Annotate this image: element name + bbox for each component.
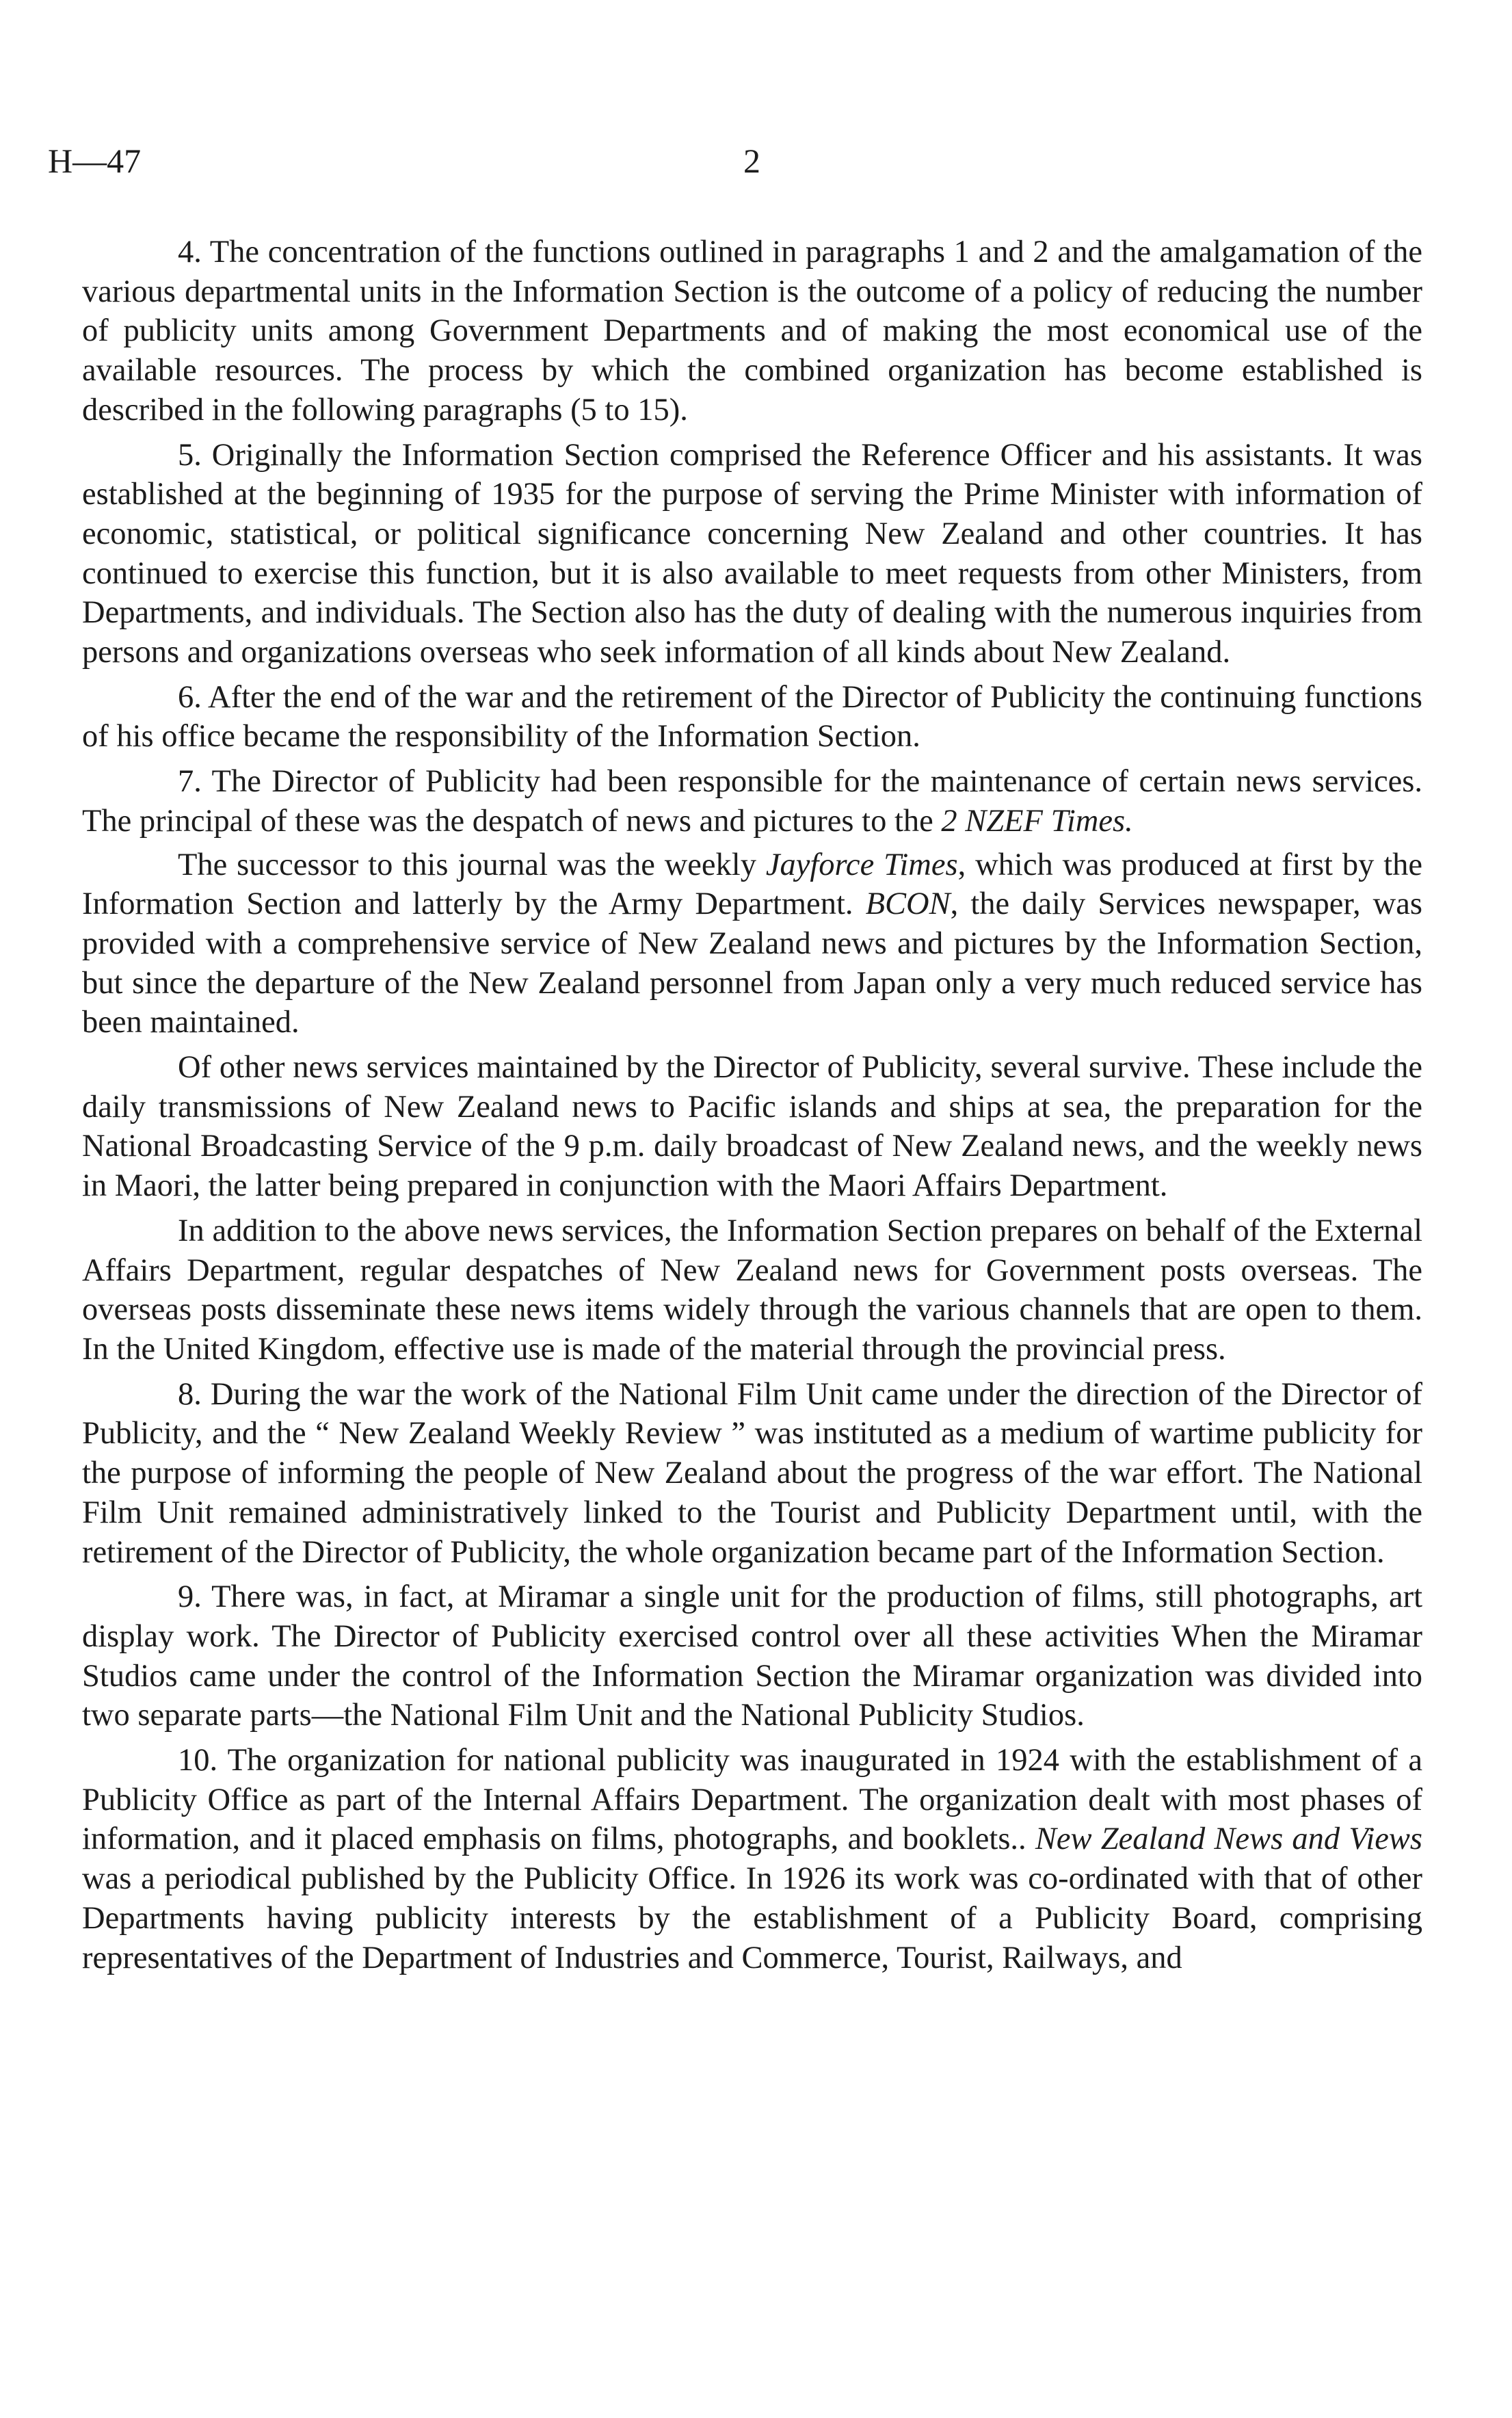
paragraph-5: 5. Originally the Information Section comprised the Reference Officer and his assistants. It was established at the beginning of 1935 for the purpose of serving the Prime Minister with information of economic, statistical, or political significance concerning New Zealand and other countries. It has continued to exercise this function, but it is also available to meet requests from other Ministers, from Departments, and individuals. The Section also has the duty of dealing with the numerous inquiries from persons and organizations overseas who seek information of all kinds about New Zealand. bbox=[82, 437, 1422, 670]
bcon-title: BCON bbox=[865, 886, 951, 922]
document-body bbox=[82, 233, 1422, 1977]
paragraph-6: 6. After the end of the war and the retirement of the Director of Publicity the continuing functions of his office became the responsibility of the Information Section. bbox=[82, 679, 1422, 754]
paragraph-8: 8. During the war the work of the National Film Unit came under the direction of the Director of Publicity, and the “ New Zealand Weekly Review ” was instituted as a medium of wartime publicity for the purpose of informing the people of New Zealand about the progress of the war effort. The National Film Unit remained administratively linked to the Tourist and Publicity Department until, with the retirement of the Director of Publicity, the whole organization became part of the Information Section. bbox=[82, 1376, 1422, 1570]
paragraph-7-successor-text-1: The successor to this journal was the weekly bbox=[178, 847, 756, 882]
jayforce-times-title: Jayforce Times bbox=[765, 847, 958, 882]
page-header bbox=[48, 130, 1443, 192]
document-code: H—47 bbox=[48, 142, 142, 180]
paragraph-10-text-2: was a periodical published by the Publicity Office. In 1926 its work was co-ordinated with that of other Departments having publicity interests by the establishment of a Publicity Board, comprising representatives of the Department of Industries and Commerce, Tourist, Railways, and bbox=[82, 1861, 1422, 1975]
paragraph-7-successor-text-2: , which was produced at first by the Information Section and latterly by the Army Department. bbox=[82, 847, 1423, 922]
paragraph-7-other-services: Of other news services maintained by the Director of Publicity, several survive. These include the daily transmissions of New Zealand news to Pacific islands and ships at sea, the preparation for the National Broadcasting Service of the 9 p.m. daily broadcast of New Zealand news, and the weekly news in Maori, the latter being prepared in conjunction with the Maori Affairs Department. bbox=[82, 1050, 1422, 1204]
paragraph-4: 4. The concentration of the functions outlined in paragraphs 1 and 2 and the amalgamation of the various departmental units in the Information Section is the outcome of a policy of reducing the number of publicity units among Government Departments and of making the most economical use of the available resources. The process by which the combined organization has become established is described in the following paragraphs (5 to 15). bbox=[82, 235, 1422, 428]
paragraph-7-external-affairs: In addition to the above news services, the Information Section prepares on behalf of the External Affairs Department, regular despatches of New Zealand news for Government posts overseas. The overseas posts disseminate these news items widely through the various channels that are open to them. In the United Kingdom, effective use is made of the material through the provincial press. bbox=[82, 1213, 1422, 1367]
paragraph-7-journal-title: 2 NZEF Times. bbox=[941, 803, 1133, 839]
paragraph-9: 9. There was, in fact, at Miramar a single unit for the production of films, still photographs, art display work. The Director of Publicity exercised control over all these activities When the Miramar Studios came under the control of the Information Section the Miramar organization was divided into two separate parts—the National Film Unit and the National Publicity Studios. bbox=[82, 1579, 1422, 1733]
periodical-title: New Zealand News and Views bbox=[1035, 1822, 1422, 1857]
paragraph-10 bbox=[82, 1741, 1422, 1977]
page-number: 2 bbox=[743, 142, 760, 180]
paragraph-7-successor-text-3: , the daily Services newspaper, was provided with a comprehensive service of New Zealand news and pictures by the Information Section, but since the departure of the New Zealand personnel from Japan only a very much reduced service has been maintained. bbox=[82, 886, 1422, 1040]
paragraph-10-text-1: 10. The organization for national publicity was inaugurated in 1924 with the establishment of a Publicity Office as part of the Internal Affairs Department. The organization dealt with most phases of information, and it placed emphasis on films, photographs, and booklets.. bbox=[82, 1743, 1422, 1857]
paragraph-7-text: 7. The Director of Publicity had been responsible for the maintenance of certain news services. The principal of these was the despatch of news and pictures to the bbox=[82, 764, 1422, 839]
paragraph-7-successor bbox=[82, 845, 1422, 1043]
paragraph-7 bbox=[82, 762, 1422, 841]
